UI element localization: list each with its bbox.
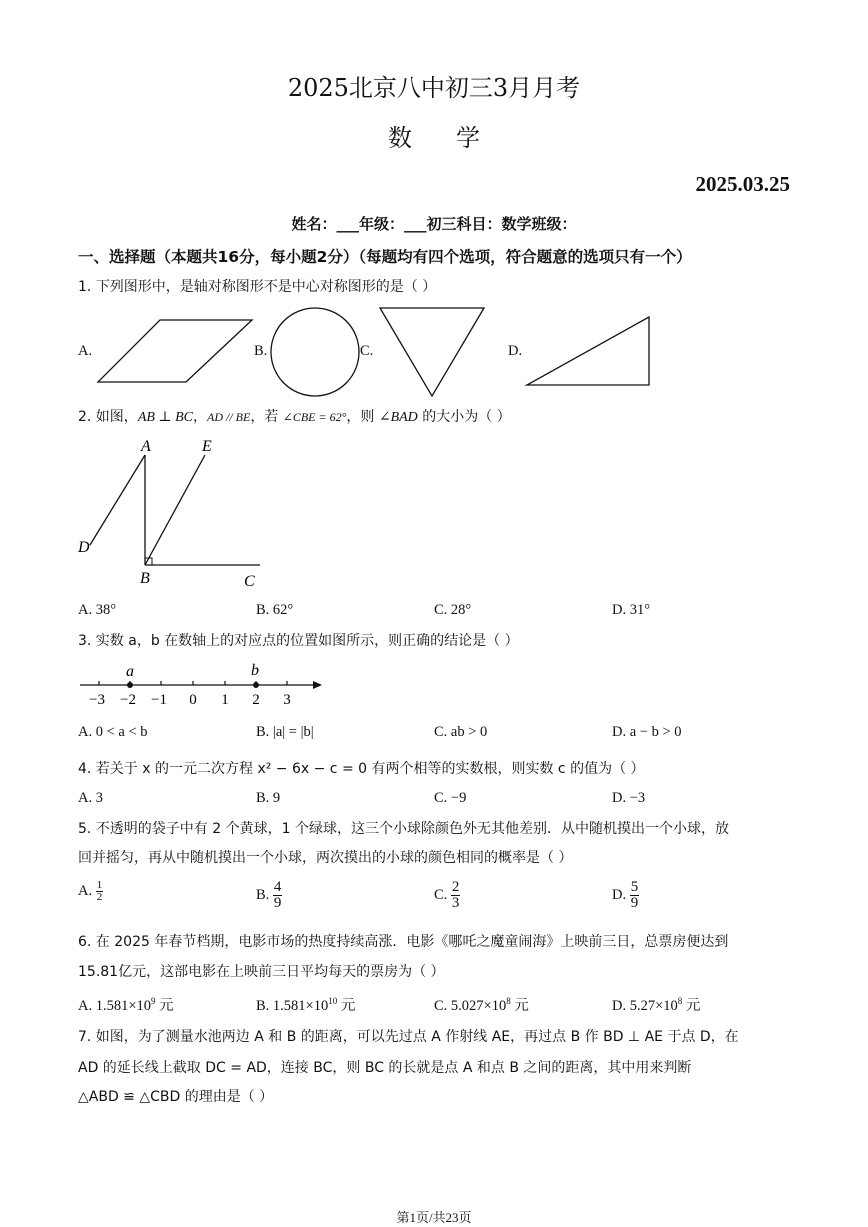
circle-shape [271,308,359,396]
q4-option-d: D. −3 [612,790,646,806]
q5-option-a-den: 2 [96,891,103,903]
section-heading: 一、选择题（本题共16分，每小题2分）（每题均有四个选项，符合题意的选项只有一个） [78,248,692,266]
q2-end: 的大小为（ ） [417,409,511,425]
q2-point-c: C [244,573,255,590]
q6-option-b-exp: 10 [328,996,338,1007]
page-footer: 第1页/共23页 [396,1210,472,1225]
q6-option-d-exp: 8 [677,996,683,1007]
q1-label-c: C. [360,343,374,359]
q6-option-c-exp: 8 [506,996,511,1007]
subject-char-1: 数 [388,124,412,152]
q5-option-b-num: 4 [273,879,282,895]
q5-option-c-den: 3 [451,895,460,911]
q5-option-b-label: B. [256,886,270,903]
q6-option-b [256,994,355,1015]
q6-option-a-unit: 元 [159,998,174,1014]
q5-option-c-num: 2 [451,879,460,895]
q2-option-a: A. 38° [78,602,117,618]
q6-option-a-label: A. [78,998,93,1014]
q2-point-a: A [141,438,151,455]
q3-option-c: C. ab > 0 [434,724,488,740]
q3-option-d: D. a − b > 0 [612,724,682,740]
subject-char-2: 学 [456,124,480,152]
q4-option-b: B. 9 [256,790,281,806]
question-2-stem [78,403,790,432]
q2-cond-angle: ∠CBE = 62° [282,410,347,424]
exam-title: 2025北京八中初三3月月考 [287,74,581,102]
q4-option-a: A. 3 [78,790,103,806]
q2-cond-perp: AB ⊥ BC [137,410,193,425]
q5-option-a-label: A. [78,882,93,899]
q4-option-c: C. −9 [434,790,467,806]
q2-figure [70,430,280,595]
q6-option-c-unit: 元 [514,998,529,1014]
q5-option-b [256,880,282,911]
student-info-line: 姓名：___年级：___初三科目：数学班级： [291,215,577,233]
subject-title [0,118,868,153]
q6-option-c [434,994,529,1015]
question-1-stem: 1. 下列图形中，是轴对称图形不是中心对称图形的是（ ） [78,279,437,295]
q6-option-a-exp: 9 [151,996,156,1007]
q6-option-b-unit: 元 [340,998,356,1014]
q2-option-b: B. 62° [256,602,294,618]
q2-option-d: D. 31° [612,602,651,618]
q3-option-a: A. 0 < a < b [78,724,148,740]
q2-option-c: C. 28° [434,602,472,618]
triangle-shape [380,308,484,396]
q6-option-d-mant: 5.27×10 [629,998,678,1014]
q3-tick-3: 3 [283,692,291,708]
q5-option-c-label: C. [434,886,448,903]
q5-option-a [78,880,103,903]
q3-tick-2: 2 [252,692,260,708]
q1-shapes [90,300,670,400]
q6-option-c-mant: 5.027×10 [450,998,507,1014]
q3-tick-neg3: −3 [89,692,105,708]
q5-option-a-num: 1 [96,879,103,891]
q2-mid: ，若 [250,409,283,425]
parallelogram-shape [98,320,252,382]
q1-label-d: D. [508,343,523,359]
q5-option-d-num: 5 [630,879,639,895]
q1-label-b: B. [254,343,268,359]
question-6-line-2: 15.81亿元，这部电影在上映前三日平均每天的票房为（ ） [78,964,445,980]
q2-sep: ， [192,409,207,425]
q3-option-b: B. |a| = |b| [256,724,314,740]
q6-option-d-label: D. [612,998,627,1014]
q2-point-d: D [78,539,90,556]
q6-option-d-unit: 元 [685,998,701,1014]
question-5-line-1: 5. 不透明的袋子中有 2 个黄球，1 个绿球，这三个小球除颜色外无其他差别．从中随机摸出一个小球，放 [78,821,729,837]
q2-point-b: B [140,570,150,587]
q3-number-line [75,658,335,708]
q5-option-d-label: D. [612,886,627,903]
q6-option-a-mant: 1.581×10 [95,998,152,1014]
q2-stem-pre: 2. 如图， [78,409,138,425]
q5-option-b-den: 9 [273,895,282,911]
q5-option-d-den: 9 [630,895,639,911]
question-7-line-1: 7. 如图，为了测量水池两边 A 和 B 的距离，可以先过点 A 作射线 AE，再过点 B 作 BD ⊥ AE 于点 D，在 [78,1029,739,1045]
q3-tick-1: 1 [221,692,229,708]
q3-tick-0: 0 [189,692,197,708]
right-triangle-shape [527,317,649,385]
q2-target-angle: ∠BAD [378,410,418,425]
q3-point-a: a [126,663,134,680]
question-6-line-1: 6. 在 2025 年春节档期，电影市场的热度持续高涨．电影《哪吒之魔童闹海》上映前三日，总票房便达到 [78,934,729,950]
question-3-stem: 3. 实数 a，b 在数轴上的对应点的位置如图所示，则正确的结论是（ ） [78,633,519,649]
q6-option-c-label: C. [434,998,448,1014]
q1-label-a: A. [78,343,93,359]
q6-option-d [612,994,700,1015]
q6-option-b-label: B. [256,998,270,1014]
exam-date: 2025.03.25 [695,172,790,196]
question-5-line-2: 回并摇匀，再从中随机摸出一个小球，两次摸出的小球的颜色相同的概率是（ ） [78,850,573,866]
question-4-stem: 4. 若关于 x 的一元二次方程 x² − 6x − c = 0 有两个相等的实数根，则实数 c 的值为（ ） [78,761,645,777]
question-7-line-2: AD 的延长线上截取 DC = AD，连接 BC，则 BC 的长就是点 A 和点 B 之间的距离，其中用来判断 [78,1060,692,1076]
q3-point-b: b [251,662,259,679]
q5-option-d [612,880,639,911]
q3-tick-neg1: −1 [151,692,167,708]
q6-option-b-mant: 1.581×10 [272,998,329,1014]
q3-tick-neg2: −2 [120,692,136,708]
question-7-line-3: △ABD ≌ △CBD 的理由是（ ） [78,1089,274,1105]
q2-point-e: E [202,438,212,455]
q6-option-a [78,994,174,1015]
q2-post: ，则 [346,409,379,425]
q5-option-c [434,880,460,911]
q2-cond-parallel: AD // BE [206,410,251,424]
